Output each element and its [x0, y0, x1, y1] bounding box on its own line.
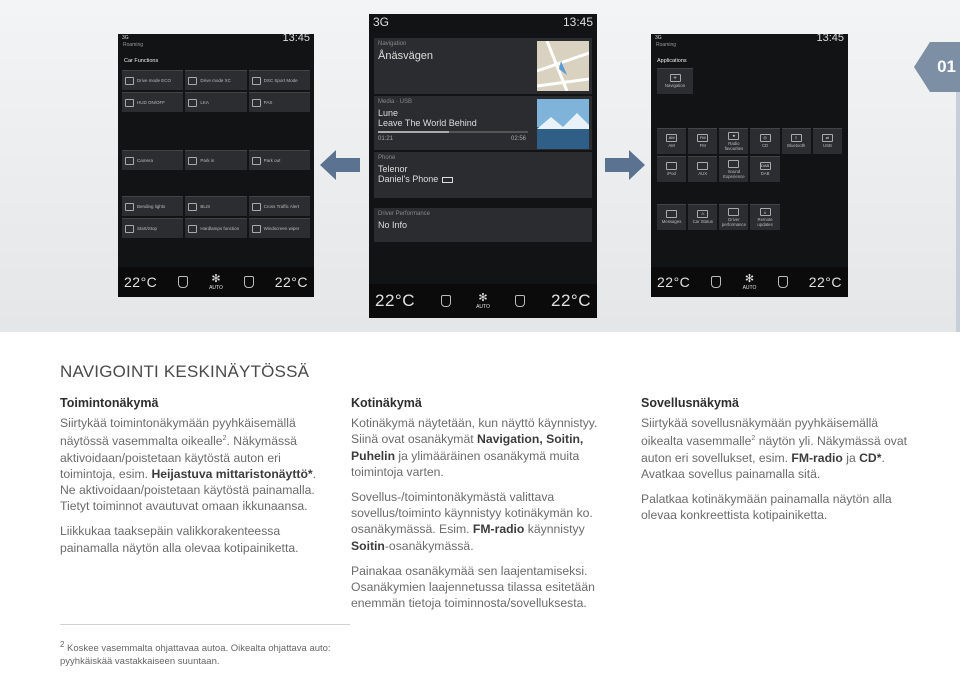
app-tile[interactable]: FM FM [688, 128, 717, 154]
battery-icon [442, 177, 453, 183]
compass-icon: ✛ [670, 74, 681, 82]
footnote-divider [60, 624, 350, 625]
function-view-section [60, 395, 322, 565]
park-in-icon [188, 157, 197, 165]
fan-control[interactable]: ✻ AUTO [209, 272, 223, 291]
function-tile[interactable]: Drive mode ECO [122, 70, 183, 90]
download-icon: ⤓ [760, 208, 771, 216]
media-tile[interactable] [374, 96, 592, 150]
section-title: Kotinäkymä [351, 396, 422, 410]
function-tile[interactable]: Park out [249, 150, 310, 170]
app-tile[interactable]: ⤓ Remote updates [750, 204, 779, 230]
function-tile[interactable]: Camera [122, 150, 183, 170]
elapsed-time: 01:21 [378, 136, 394, 142]
function-tile[interactable]: Drive mode XC [185, 70, 246, 90]
am-icon: AM [666, 134, 677, 142]
signal-indicator: 3G [122, 35, 129, 41]
headlamps-icon [188, 225, 197, 233]
fan-icon: ✻ [478, 291, 488, 304]
app-tile[interactable]: ◎ CD [750, 128, 779, 154]
left-temperature[interactable]: 22°C [124, 274, 158, 290]
climate-bar [118, 267, 314, 297]
paragraph: Painakaa osanäkymää sen laajentamiseksi. Osanäkymien laajennetussa tilassa esitetään enemmän tietoja toiminnosta/sovelluksesta. [351, 563, 595, 611]
bending-lights-icon [125, 203, 134, 211]
dab-icon: DAB [760, 163, 770, 169]
app-tile[interactable]: ⇌ USB [813, 128, 842, 154]
phone-tile[interactable] [374, 152, 592, 198]
section-title: Sovellusnäkymä [641, 396, 739, 410]
app-navigation[interactable]: ✛ Navigation [657, 68, 693, 94]
seat-heat-icon[interactable] [178, 276, 188, 288]
footnote: $^2$ Koskee vasemmalta ohjattavaa autoa. Oikealta ohjattava auto: pyyhkäiskää vastakkaiseen suuntaan. [60, 640, 331, 668]
paragraph: Siirtykää sovellusnäkymään pyyhkäisemällä oikealta vasemmalle$^2$ näytön yli. Näkymässä ovat auton eri sovellukset, esim. FM-radio ja CD*. Avatkaa sovellus painamalla sitä. [641, 416, 908, 481]
chapter-stripe [956, 92, 960, 332]
clock: 13:45 [562, 15, 593, 29]
dsc-icon [252, 77, 261, 85]
track-duration: 02:56 [510, 136, 526, 142]
app-tile[interactable]: ᛒ Bluetooth [782, 128, 811, 154]
app-tile[interactable]: Sound Experience [719, 156, 748, 182]
driver-performance-label: Driver Performance [378, 211, 431, 217]
chapter-tab [930, 42, 960, 92]
status-bar [118, 34, 314, 42]
function-tile[interactable]: Windscreen wiper [249, 218, 310, 238]
signal-indicator: 3G [373, 15, 390, 29]
screen-title: Car Functions [124, 58, 159, 64]
signal-indicator: 3G [655, 35, 662, 41]
navigation-label: Navigation [378, 41, 407, 47]
right-temperature[interactable]: 22°C [808, 274, 842, 290]
star-icon: ★ [728, 132, 739, 140]
album-art [537, 99, 589, 149]
track-title: Leave The World Behind [378, 118, 477, 128]
park-out-icon [252, 157, 261, 165]
chart-icon [728, 208, 739, 216]
function-tile[interactable]: Park in [185, 150, 246, 170]
seat-heat-icon[interactable] [244, 276, 254, 288]
screen-title: Applications [657, 58, 687, 64]
phone-carrier: Telenor [378, 164, 408, 174]
lane-icon [188, 99, 197, 107]
hud-icon [125, 99, 134, 107]
function-tile[interactable]: PAS [249, 92, 310, 112]
right-temperature[interactable]: 22°C [550, 291, 591, 310]
app-tile[interactable]: AUX [688, 156, 717, 182]
status-bar [369, 14, 597, 30]
aux-icon [697, 162, 708, 170]
usb-icon: ⇌ [822, 134, 833, 142]
function-tile[interactable]: DSC Sport Mode [249, 70, 310, 90]
start-stop-icon [125, 225, 134, 233]
left-temperature[interactable]: 22°C [657, 274, 691, 290]
function-tile[interactable]: Hardlamps function [185, 218, 246, 238]
function-tile[interactable]: LKA [185, 92, 246, 112]
app-view-section [641, 395, 913, 532]
eco-icon [125, 77, 134, 85]
driver-performance-tile[interactable] [374, 208, 592, 242]
navigation-destination: Ånäsvägen [378, 50, 434, 62]
status-bar [651, 34, 848, 42]
fan-control[interactable]: ✻ AUTO [476, 291, 490, 310]
paragraph: Liikkukaa taaksepäin valikkorakenteessa painamalla näytön alla olevaa kotipainiketta. [60, 524, 299, 555]
arrow-left-icon [320, 150, 360, 180]
navigation-tile[interactable] [374, 38, 592, 94]
app-tile[interactable]: iPod [657, 156, 686, 182]
blis-icon [188, 203, 197, 211]
function-view-screen [118, 34, 314, 297]
map-thumbnail [537, 41, 589, 91]
arrow-right-icon [605, 150, 645, 180]
cd-icon: ◎ [760, 134, 771, 142]
app-tile[interactable]: ⚠ Car Status [688, 204, 717, 230]
function-tile[interactable]: Cross Traffic Alert [249, 196, 310, 216]
bluetooth-icon: ᛒ [791, 134, 802, 142]
paragraph: Kotinäkymä näytetään, kun näyttö käynnistyy. Siinä ovat osanäkymät Navigation, Soitin, Puhelin ja ylimääräinen osanäkymä muita toimintoja varten. [351, 416, 598, 479]
seat-heat-icon[interactable] [441, 295, 451, 307]
speaker-icon [728, 160, 739, 168]
clock: 13:45 [816, 34, 844, 44]
roaming-label: Roaming [123, 42, 144, 48]
function-tile[interactable]: Start/Stop [122, 218, 183, 238]
clock: 13:45 [282, 34, 310, 44]
roaming-label: Roaming [656, 42, 677, 48]
phone-label: Phone [378, 155, 396, 161]
seat-heat-icon[interactable] [711, 276, 721, 288]
left-temperature[interactable]: 22°C [375, 291, 415, 310]
fm-icon: FM [697, 134, 708, 142]
parking-icon [252, 99, 261, 107]
cross-traffic-icon [252, 203, 261, 211]
phone-name: Daniel's Phone [378, 174, 439, 184]
app-tile[interactable]: Driver performance [719, 204, 748, 230]
track-progress[interactable] [378, 131, 528, 133]
media-label: Media · USB [378, 99, 413, 105]
app-view-screen [651, 34, 848, 297]
drive-mode-icon [188, 77, 197, 85]
section-heading: NAVIGOINTI KESKINÄYTÖSSÄ [60, 362, 310, 381]
app-tile[interactable]: AM AM [657, 128, 686, 154]
function-tile[interactable]: HUD ON/OFF [122, 92, 183, 112]
track-artist: Lune [378, 108, 399, 118]
driver-performance-value: No Info [378, 220, 408, 230]
fan-icon: ✻ [211, 272, 221, 285]
app-tile[interactable]: DAB DAB [750, 156, 779, 182]
message-icon [666, 210, 677, 218]
wiper-icon [252, 225, 261, 233]
app-tile[interactable]: Messages [657, 204, 686, 230]
warning-icon: ⚠ [697, 210, 708, 218]
climate-bar [369, 284, 597, 318]
home-view-screen [369, 14, 597, 318]
seat-heat-icon[interactable] [778, 276, 788, 288]
home-view-section [351, 395, 613, 620]
function-tile[interactable]: Bending lights [122, 196, 183, 216]
fan-icon: ✻ [744, 272, 755, 285]
app-tile[interactable]: ★ Radio favourites [719, 128, 748, 154]
paragraph: Sovellus-/toimintonäkymästä valittava sovellus/toiminto käynnistyy kotinäkymän ko. osanäkymässä. Esim. FM-radio käynnistyy Soitin-osanäkymässä. [351, 490, 593, 553]
camera-icon [125, 157, 134, 165]
paragraph: Palatkaa kotinäkymään painamalla näytön alla olevaa konkreettista kotipainiketta. [641, 492, 892, 523]
right-temperature[interactable]: 22°C [274, 274, 308, 290]
seat-heat-icon[interactable] [515, 295, 525, 307]
section-title: Toimintonäkymä [60, 396, 159, 410]
fan-control[interactable]: ✻ AUTO [742, 272, 757, 291]
paragraph: Siirtykää toimintonäkymään pyyhkäisemällä näytössä vasemmalta oikealle$^2$. Näkymässä aktivoidaan/poistetaan käytöstä auton eri toimintoja, esim. Heijastuva mittaristonäyttö*. Ne aktivoidaan/poistetaan käytöstä painamalla. Tietyt toiminnot avautuvat omaan ikkunaansa. [60, 416, 317, 514]
ipod-icon [666, 162, 677, 170]
function-tile[interactable]: BLIS [185, 196, 246, 216]
chapter-number: 01 [937, 57, 956, 76]
climate-bar [651, 267, 848, 297]
